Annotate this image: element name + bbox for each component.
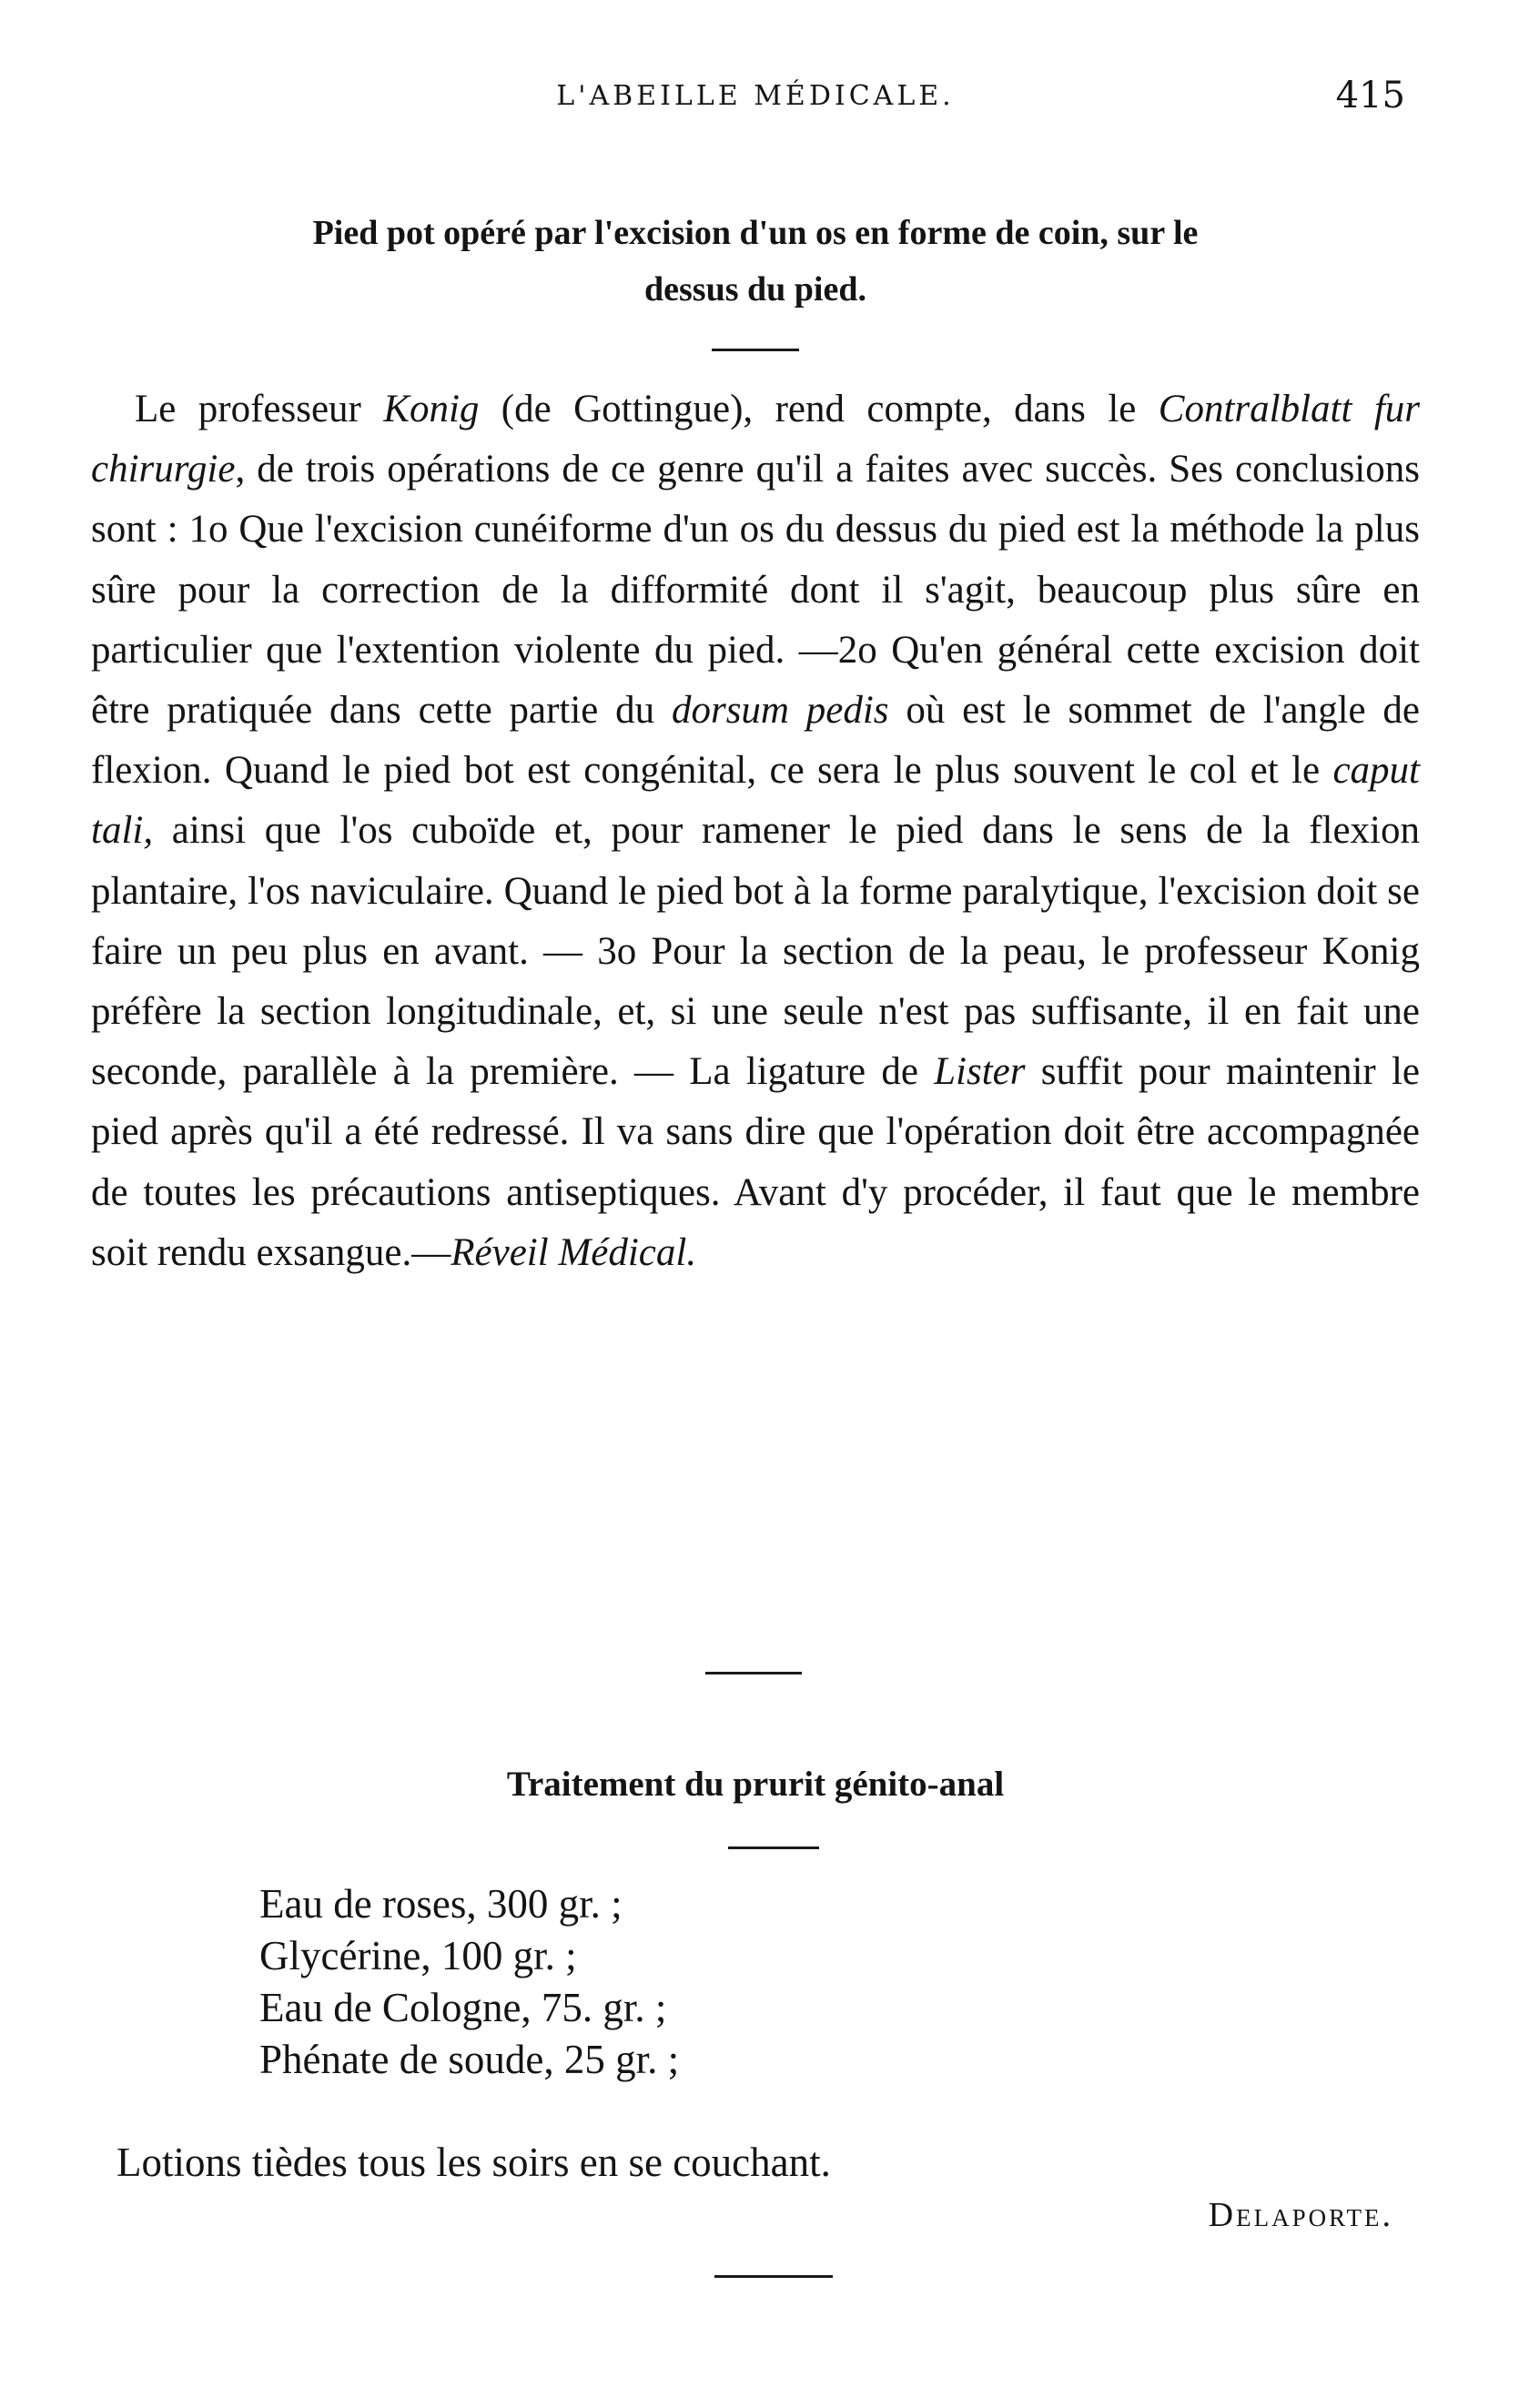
body-text-4: où est le sommet de l'angle de flexion. Quand le pied bot est congénital, ce sera le plus souvent le col et le [91, 689, 1420, 793]
latin-term-caput-tali: caput tali, [91, 749, 1420, 853]
usage-instructions: Lotions tièdes tous les soirs en se couchant. [116, 2140, 831, 2185]
source-citation: Réveil Médical. [451, 1230, 697, 1274]
running-title: L'ABEILLE MÉDICALE. [556, 80, 955, 112]
recipe-item: Eau de Cologne, 75. gr. ; [259, 1985, 667, 2030]
article-title [84, 205, 1427, 318]
recipe-item: Eau de roses, 300 gr. ; [259, 1881, 623, 1927]
recipe-divider [728, 1846, 819, 1849]
article-title-line-2: dessus du pied. [644, 270, 866, 309]
author-name: Konig [383, 388, 480, 430]
end-divider [714, 2275, 833, 2278]
article-body [91, 379, 1420, 1283]
title-divider [712, 349, 799, 351]
body-text-5: ainsi que l'os cuboïde et, pour ramener le pied dans le sens de la flexion plantaire, l'os naviculaire. Quand le pied bot à la forme paralytique, l'excision doit se faire un peu plus en avant. — 3o Pour la section de la peau, le professeur Konig préfère la section longitudinale, et, si une seule n'est pas suffisante, il en fait une seconde, parallèle à la première. — La ligature de [91, 809, 1420, 1094]
recipe-item: Phénate de soude, 25 gr. ; [259, 2037, 680, 2082]
running-head [91, 75, 1420, 135]
author-signature: Delaporte. [1208, 2196, 1393, 2234]
latin-term-dorsum-pedis: dorsum pedis [671, 689, 889, 733]
body-text-1: Le professeur [135, 388, 384, 430]
person-name-lister: Lister [934, 1050, 1026, 1094]
article-title-line-1: Pied pot opéré par l'excision d'un os en forme de coin, sur le [312, 214, 1199, 252]
journal-name: Contralblatt fur chirurgie [91, 388, 1420, 491]
page-number: 415 [1335, 75, 1405, 116]
body-text-3: , de trois opérations de ce genre qu'il a faites avec succès. Ses conclusions sont : 1o Que l'excision cunéiforme d'un os du dessus du pied est la méthode la plus sûre pour la correction de la difformité dont il s'agit, beaucoup plus sûre en particulier que l'extention violente du pied. —2o Qu'en général cette excision doit être pratiquée dans cette partie du [91, 448, 1420, 733]
recipe-list [259, 1878, 679, 2086]
body-text-6: suffit pour maintenir le pied après qu'il a été redressé. Il va sans dire que l'opération doit être accompagnée de toutes les précautions antiseptiques. Avant d'y procéder, il faut que le membre soit rendu exsangue.— [91, 1050, 1420, 1274]
body-text-2: (de Gottingue), rend compte, dans le [479, 388, 1159, 430]
article-2-title: Traitement du prurit génito-anal [506, 1765, 1005, 1804]
recipe-item: Glycérine, 100 gr. ; [259, 1933, 577, 1978]
section-divider [705, 1672, 802, 1674]
